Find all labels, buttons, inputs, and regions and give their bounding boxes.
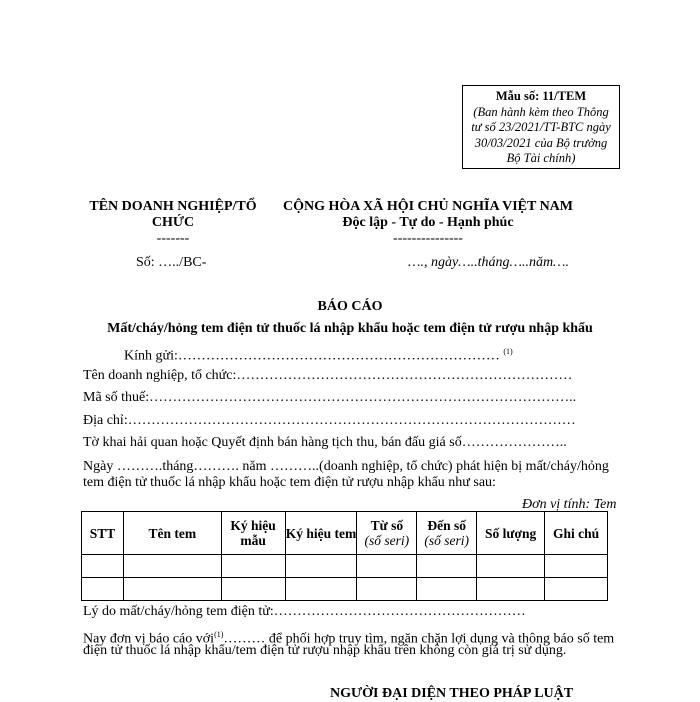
- notice-text-post: ……… để phối hợp truy tìm, ngăn chặn lợi dụng và thông báo số tem: [223, 631, 615, 647]
- tax-code-line: Mã số thuế:………………………………………………………………………………..: [83, 390, 577, 405]
- notice-footnote: (1): [214, 630, 224, 639]
- notice-text-pre: Nay đơn vị báo cáo với: [83, 631, 215, 647]
- report-title: BÁO CÁO: [317, 299, 383, 314]
- incident-date-line-1: Ngày ……….tháng………. năm ………..(doanh nghiệp, tổ chức) phát hiện bị mất/cháy/hỏng: [83, 459, 609, 474]
- organization-separator: -------: [156, 231, 190, 246]
- header-from-serial: Từ số (số seri): [357, 512, 417, 555]
- form-issuance-line-2: tư số 23/2021/TT-BTC ngày: [471, 120, 611, 134]
- header-stamp-code: Ký hiệu tem: [285, 512, 357, 555]
- reason-line: Lý do mất/cháy/hỏng tem điện tử:………………………………………………: [83, 604, 526, 619]
- form-issuance-line-4: Bộ Tài chính): [506, 151, 576, 165]
- organization-name-line-1: TÊN DOANH NGHIỆP/TỔ: [89, 199, 257, 214]
- form-number: Mẫu số: 11/TEM: [495, 89, 587, 103]
- date-line: …., ngày…..tháng…..năm….: [408, 255, 570, 270]
- form-issuance-line-1: (Ban hành kèm theo Thông: [473, 104, 609, 119]
- header-stt: STT: [82, 512, 124, 555]
- nation-header: [272, 199, 584, 247]
- notice-line-2: điện tử thuốc lá nhập khẩu/tem điện tử rượu nhập khẩu trên không còn giá trị sử dụng.: [83, 643, 567, 658]
- table-header-row: [82, 512, 608, 555]
- incident-date-line-2: tem điện tử thuốc lá nhập khẩu hoặc tem điện tử rượu nhập khẩu như sau:: [83, 475, 496, 490]
- header-stamp-name: Tên tem: [123, 512, 221, 555]
- header-note: Ghi chú: [545, 512, 608, 555]
- recipient-text: Kính gửi:……………………………………………………………: [124, 348, 500, 364]
- legal-representative: NGƯỜI ĐẠI DIỆN THEO PHÁP LUẬT: [330, 686, 574, 701]
- nation-separator: ---------------: [393, 231, 463, 246]
- enterprise-name-line: Tên doanh nghiệp, tổ chức:………………………………………………………………: [83, 368, 573, 383]
- header-to-serial: Đến số (số seri): [417, 512, 477, 555]
- form-issuance-line-3: 30/03/2021 của Bộ trưởng: [474, 135, 608, 150]
- customs-declaration-line: Tờ khai hải quan hoặc Quyết định bán hàng tịch thu, bán đấu giá số…………………..: [83, 435, 567, 450]
- unit-label: Đơn vị tính: Tem: [522, 497, 617, 512]
- national-motto: Độc lập - Tự do - Hạnh phúc: [342, 215, 514, 230]
- table-row: [82, 555, 608, 578]
- header-template-code: Ký hiệu mẫu: [221, 512, 285, 555]
- address-line: Địa chỉ:……………………………………………………………………………………: [83, 413, 576, 428]
- recipient-line: [124, 344, 513, 365]
- header-quantity: Số lượng: [477, 512, 545, 555]
- organization-header: [80, 199, 266, 247]
- report-number: Số: …../BC-: [136, 255, 207, 270]
- nation-name: CỘNG HÒA XÃ HỘI CHỦ NGHĨA VIỆT NAM: [282, 199, 573, 214]
- stamp-table: [81, 511, 608, 601]
- recipient-footnote: (1): [503, 347, 513, 356]
- table-row: [82, 578, 608, 601]
- organization-name-line-2: CHỨC: [151, 215, 195, 230]
- report-subtitle: Mất/cháy/hỏng tem điện tử thuốc lá nhập khẩu hoặc tem điện tử rượu nhập khẩu: [107, 321, 593, 336]
- form-number-box: [462, 85, 620, 169]
